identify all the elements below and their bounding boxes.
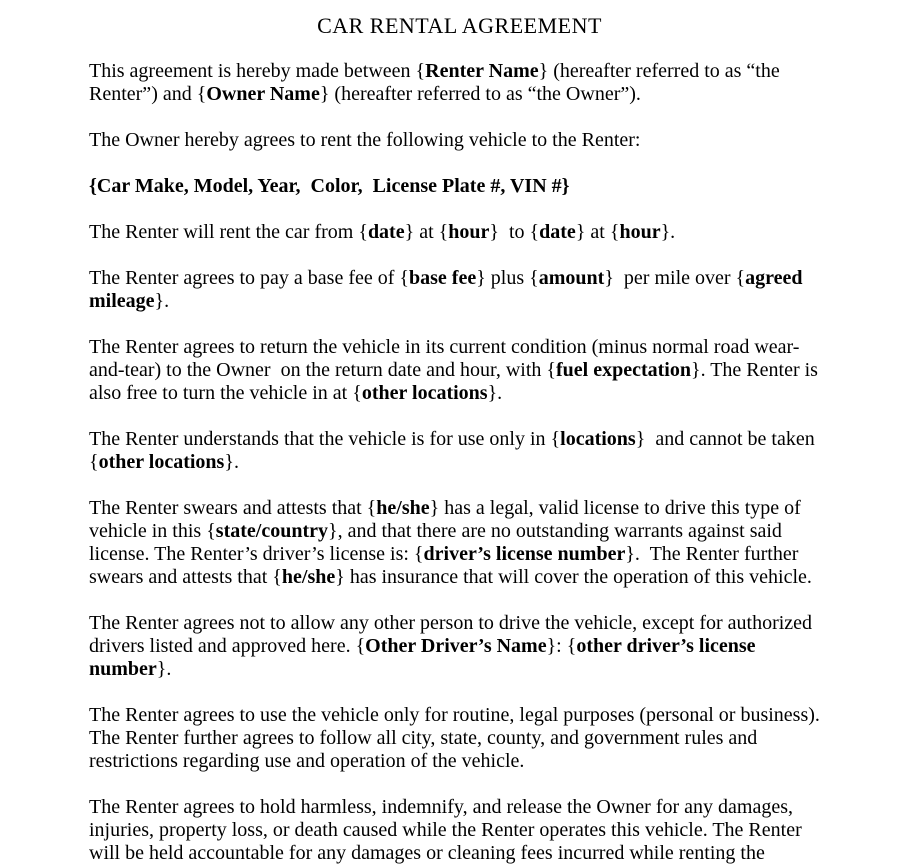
placeholder-field: base fee: [409, 267, 477, 289]
text-run: The Renter agrees not to allow any other person to drive the vehicle, except for authorized drivers listed and approved here. {: [89, 612, 818, 657]
text-run: } plus {: [476, 267, 539, 289]
text-run: } per mile over {: [604, 267, 746, 289]
placeholder-field: other locations: [98, 451, 225, 473]
text-run: }. The Renter further swears and attests that {: [89, 543, 804, 588]
placeholder-field: he/she: [376, 497, 430, 519]
fees-clause: [89, 267, 830, 313]
placeholder-field: driver’s license number: [423, 543, 626, 565]
placeholder-field: date: [367, 221, 405, 243]
text-run: The Renter agrees to return the vehicle in its current condition (minus normal road wear-and-tear) to the Owner on the return date and hour, with {: [89, 336, 800, 381]
text-run: } (hereafter referred to as “the Owner”).: [319, 83, 641, 105]
text-run: This agreement is hereby made between {: [89, 60, 426, 82]
text-run: The Owner hereby agrees to rent the following vehicle to the Renter:: [89, 129, 641, 151]
text-run: The Renter will rent the car from {: [89, 221, 368, 243]
use-locations-clause: [89, 428, 830, 474]
placeholder-field: amount: [538, 267, 605, 289]
rental-period-clause: [89, 221, 830, 244]
return-condition-clause: [89, 336, 830, 405]
placeholder-field: {Car Make, Model, Year, Color, License Plate #, VIN #}: [89, 175, 570, 197]
license-insurance-clause: [89, 497, 830, 589]
legal-use-clause: [89, 704, 830, 773]
placeholder-field: Owner Name: [206, 83, 320, 105]
placeholder-field: he/she: [281, 566, 336, 588]
text-run: }, and that there are no outstanding warrants against said license. The Renter’s driver’s license is: {: [89, 520, 787, 565]
rental-intro-clause: [89, 129, 830, 152]
text-run: The Renter agrees to pay a base fee of {: [89, 267, 409, 289]
text-run: The Renter swears and attests that {: [89, 497, 377, 519]
placeholder-field: fuel expectation: [555, 359, 691, 381]
text-run: The Renter agrees to hold harmless, indemnify, and release the Owner for any damages, injuries, property loss, or death caused while the Renter operates this vehicle. The Renter will be held accountable for any damages or cleaning fees incurred while renting the: [89, 796, 807, 864]
vehicle-details-line: [89, 175, 830, 198]
parties-clause: [89, 60, 830, 106]
text-run: } to {: [489, 221, 540, 243]
placeholder-field: state/country: [215, 520, 328, 542]
text-run: } (hereafter referred to as “the Renter”) and {: [89, 60, 785, 105]
text-run: }.: [156, 658, 172, 680]
placeholder-field: hour: [619, 221, 661, 243]
document-title: CAR RENTAL AGREEMENT: [317, 13, 602, 38]
other-drivers-clause: [89, 612, 830, 681]
text-run: }.: [154, 290, 170, 312]
text-run: }.: [487, 382, 503, 404]
text-run: The Renter agrees to use the vehicle only for routine, legal purposes (personal or business). The Renter further agrees to follow all city, state, county, and government rules and restrictions regarding use and operation of the vehicle.: [89, 704, 825, 772]
text-run: } has insurance that will cover the operation of this vehicle.: [335, 566, 812, 588]
text-run: } has a legal, valid license to drive this type of vehicle in this {: [89, 497, 806, 542]
text-run: }.: [224, 451, 239, 473]
text-run: } at {: [575, 221, 620, 243]
placeholder-field: hour: [448, 221, 490, 243]
placeholder-field: agreed mileage: [89, 267, 808, 312]
placeholder-field: other locations: [361, 382, 488, 404]
text-run: The Renter understands that the vehicle is for use only in {: [89, 428, 561, 450]
text-run: }: {: [546, 635, 577, 657]
placeholder-field: Renter Name: [425, 60, 539, 82]
placeholder-field: other driver’s license number: [89, 635, 761, 680]
text-run: }. The Renter is also free to turn the vehicle in at {: [89, 359, 823, 404]
document-body: [89, 60, 830, 865]
text-run: } at {: [404, 221, 449, 243]
placeholder-field: Other Driver’s Name: [365, 635, 547, 657]
placeholder-field: locations: [560, 428, 636, 450]
placeholder-field: date: [539, 221, 576, 243]
indemnification-clause: [89, 796, 830, 865]
text-run: }.: [660, 221, 676, 243]
text-run: } and cannot be taken {: [89, 428, 820, 473]
